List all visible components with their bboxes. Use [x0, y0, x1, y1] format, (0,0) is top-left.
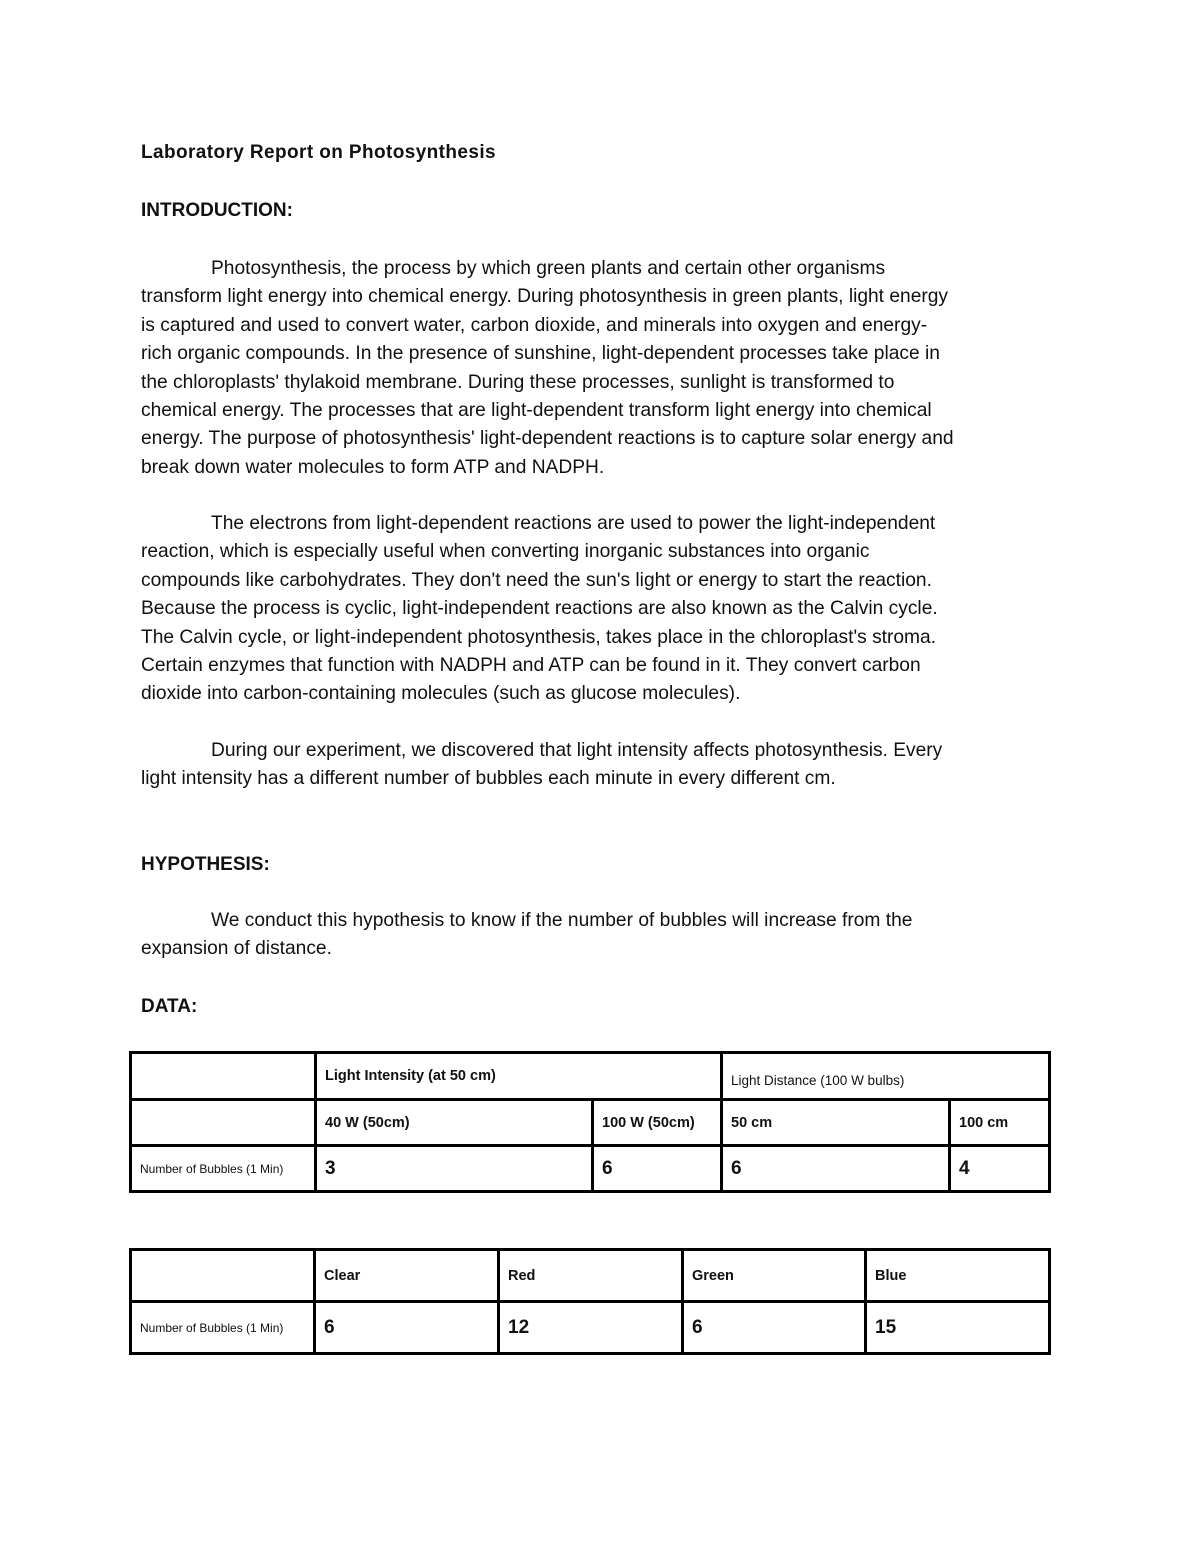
text-line: is captured and used to convert water, carbon dioxide, and minerals into oxygen and energy- [141, 314, 928, 336]
column-header: Red [499, 1250, 683, 1302]
table-cell-value: 4 [950, 1146, 1050, 1192]
table-empty-cell [131, 1250, 315, 1302]
light-intensity-table [129, 1051, 1051, 1193]
text-line: Photosynthesis, the process by which green plants and certain other organisms [211, 258, 886, 279]
column-header: 100 cm [950, 1100, 1050, 1146]
light-color-table [129, 1248, 1051, 1355]
introduction-paragraph-3 [141, 737, 1066, 794]
text-line: Certain enzymes that function with NADPH and ATP can be found in it. They convert carbon [141, 655, 921, 677]
text-line: dioxide into carbon-containing molecules (such as glucose molecules). [141, 683, 741, 705]
column-header: Clear [315, 1250, 499, 1302]
table-cell-value: 12 [499, 1302, 683, 1354]
text-line: The electrons from light-dependent reactions are used to power the light-independent [211, 513, 936, 534]
text-line: The Calvin cycle, or light-independent photosynthesis, takes place in the chloroplast's stroma. [141, 626, 937, 648]
text-line: light intensity has a different number of bubbles each minute in every different cm. [141, 768, 836, 790]
column-header: 40 W (50cm) [316, 1100, 593, 1146]
group-header-light-intensity: Light Intensity (at 50 cm) [316, 1053, 722, 1100]
table-cell-value: 6 [315, 1302, 499, 1354]
hypothesis-paragraph [141, 907, 1066, 964]
row-label: Number of Bubbles (1 Min) [131, 1146, 316, 1192]
text-line: compounds like carbohydrates. They don't need the sun's light or energy to start the reaction. [141, 569, 932, 591]
column-header: 100 W (50cm) [593, 1100, 722, 1146]
text-line: rich organic compounds. In the presence of sunshine, light-dependent processes take place in [141, 343, 940, 365]
text-line: the chloroplasts' thylakoid membrane. During these processes, sunlight is transformed to [141, 371, 895, 393]
report-title: Laboratory Report on Photosynthesis [141, 142, 496, 163]
column-header: Green [683, 1250, 866, 1302]
row-label: Number of Bubbles (1 Min) [131, 1302, 315, 1354]
introduction-paragraph-1 [141, 255, 1066, 482]
column-header: Blue [866, 1250, 1050, 1302]
introduction-heading: INTRODUCTION: [141, 200, 293, 221]
column-header: 50 cm [722, 1100, 950, 1146]
text-line: During our experiment, we discovered that light intensity affects photosynthesis. Every [211, 740, 943, 761]
text-line: reaction, which is especially useful when converting inorganic substances into organic [141, 541, 870, 563]
data-heading: DATA: [141, 996, 198, 1017]
text-line: break down water molecules to form ATP and NADPH. [141, 456, 605, 478]
table-cell-value: 6 [683, 1302, 866, 1354]
text-line: chemical energy. The processes that are light-dependent transform light energy into chemical [141, 400, 932, 422]
table-cell-value: 3 [316, 1146, 593, 1192]
table-empty-cell [131, 1053, 316, 1100]
text-line: energy. The purpose of photosynthesis' light-dependent reactions is to capture solar energy and [141, 428, 954, 450]
table-cell-value: 15 [866, 1302, 1050, 1354]
group-header-light-distance: Light Distance (100 W bulbs) [722, 1053, 1050, 1100]
text-line: transform light energy into chemical energy. During photosynthesis in green plants, light energy [141, 286, 949, 308]
text-line: Because the process is cyclic, light-independent reactions are also known as the Calvin cycle. [141, 598, 938, 620]
text-line: expansion of distance. [141, 938, 332, 960]
hypothesis-heading: HYPOTHESIS: [141, 854, 270, 875]
table-empty-cell [131, 1100, 316, 1146]
introduction-paragraph-2 [141, 510, 1066, 709]
text-line: We conduct this hypothesis to know if the number of bubbles will increase from the [211, 910, 913, 931]
table-cell-value: 6 [593, 1146, 722, 1192]
table-cell-value: 6 [722, 1146, 950, 1192]
